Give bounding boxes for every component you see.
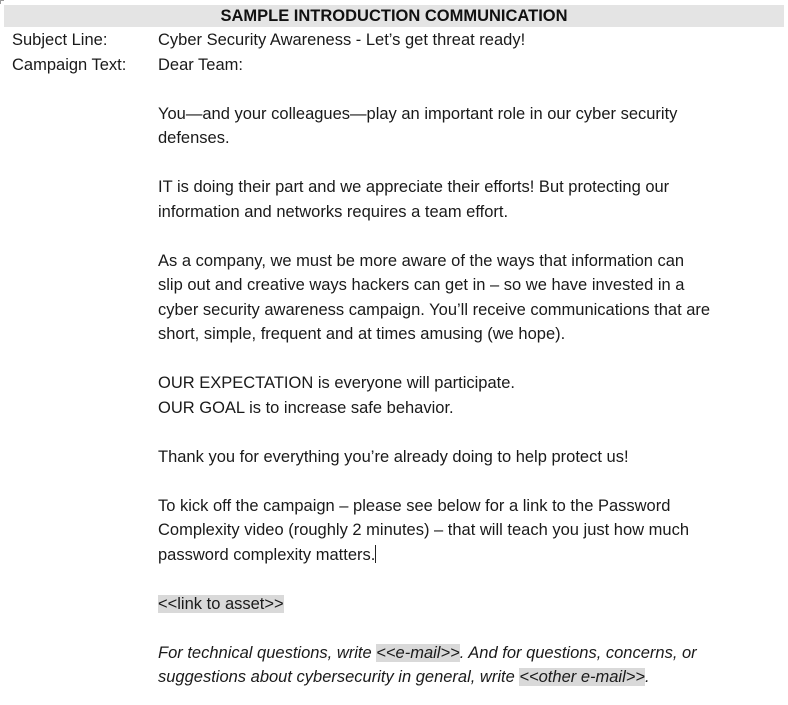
footer-l2-b: . bbox=[645, 668, 650, 686]
text-cursor bbox=[375, 545, 376, 563]
para3-line1: As a company, we must be more aware of the ways that information can bbox=[158, 251, 685, 270]
page-corner-mark bbox=[0, 0, 4, 4]
para2-line1: IT is doing their part and we appreciate their efforts! But protecting our bbox=[158, 178, 670, 196]
thanks-line: Thank you for everything you’re already doing to help protect us! bbox=[158, 447, 629, 466]
other-email-placeholder[interactable]: <<other e-mail>> bbox=[519, 668, 646, 686]
campaign-body[interactable] bbox=[158, 28, 780, 690]
para1-line2: defenses. bbox=[158, 129, 230, 147]
para5-line2: Complexity video (roughly 2 minutes) – that will teach you just how much bbox=[158, 521, 689, 539]
subject-line-label: Subject Line: bbox=[12, 31, 108, 49]
para5-line3 bbox=[158, 543, 780, 568]
para1-line1: You—and your colleagues—play an important role in our cyber security bbox=[158, 104, 678, 123]
para3-line4: short, simple, frequent and at times amusing (we hope). bbox=[158, 325, 566, 343]
goal-line: OUR GOAL is to increase safe behavior. bbox=[158, 398, 454, 417]
footer-line1 bbox=[158, 641, 780, 666]
footer-l2-a: suggestions about cybersecurity in general, write bbox=[158, 668, 520, 686]
subject-text: Cyber Security Awareness - Let’s get threat ready! bbox=[158, 31, 526, 49]
campaign-text-label: Campaign Text: bbox=[12, 55, 127, 74]
para5-line3-text: password complexity matters. bbox=[158, 545, 376, 564]
expectation-line: OUR EXPECTATION is everyone will participate. bbox=[158, 374, 515, 392]
footer-l1-a: For technical questions, write bbox=[158, 643, 377, 662]
footer-l1-b: . And for questions, concerns, or bbox=[459, 643, 697, 662]
document-title: SAMPLE INTRODUCTION COMMUNICATION bbox=[4, 5, 784, 27]
link-line bbox=[158, 592, 780, 617]
link-to-asset-placeholder[interactable]: <<link to asset>> bbox=[158, 594, 284, 613]
para2-line2: information and networks requires a team effort. bbox=[158, 202, 509, 221]
para3-line3: cyber security awareness campaign. You’ll receive communications that are bbox=[158, 300, 711, 319]
greeting: Dear Team: bbox=[158, 55, 243, 74]
para5-line1: To kick off the campaign – please see below for a link to the Password bbox=[158, 496, 671, 515]
para3-line2: slip out and creative ways hackers can get in – so we have invested in a bbox=[158, 276, 685, 294]
email-placeholder[interactable]: <<e-mail>> bbox=[376, 643, 460, 662]
footer-line2 bbox=[158, 665, 780, 690]
